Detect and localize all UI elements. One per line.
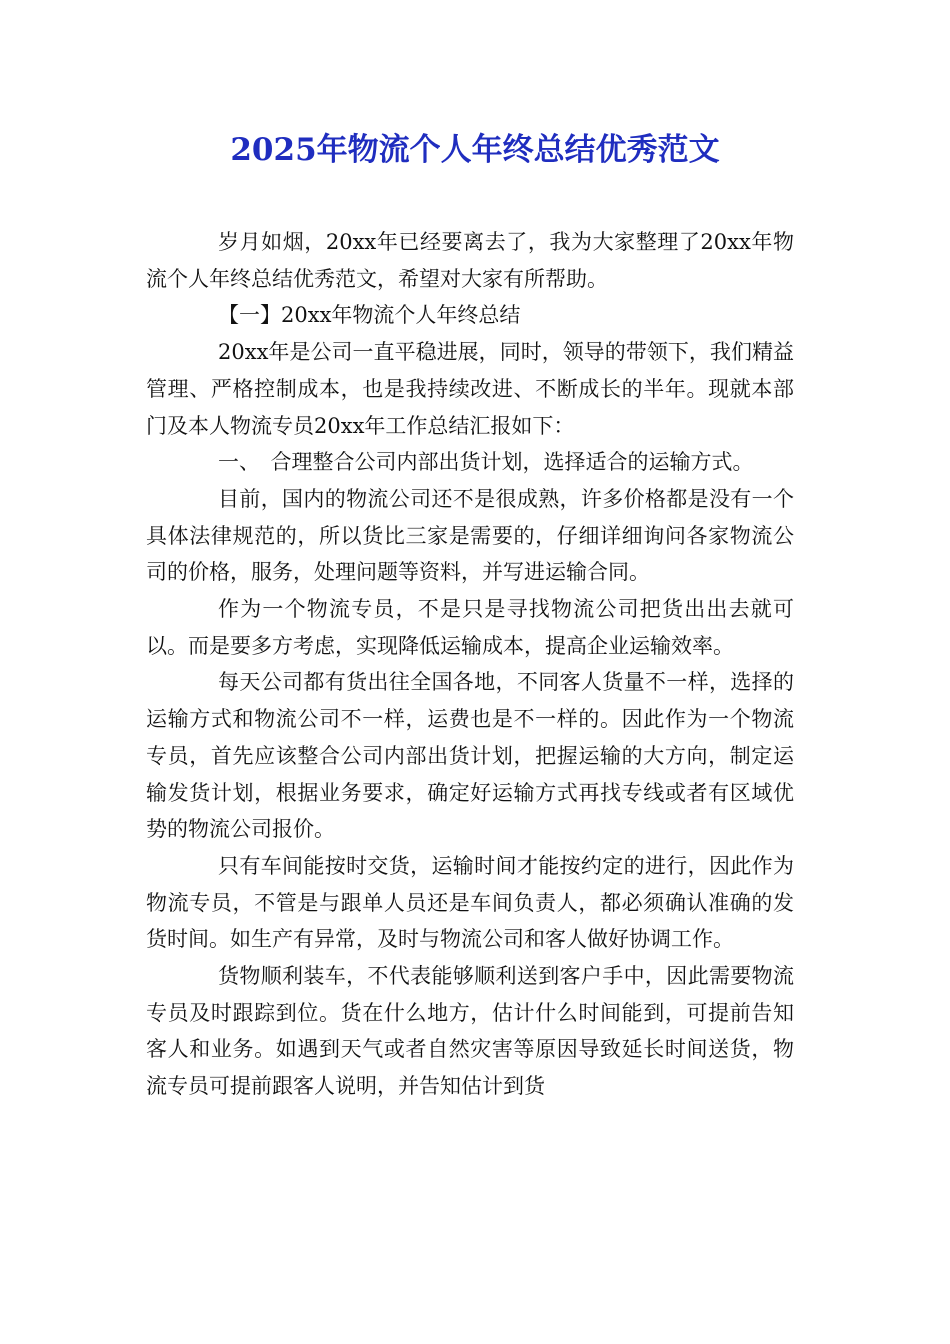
paragraph: 只有车间能按时交货，运输时间才能按约定的进行，因此作为物流专员，不管是与跟单人员还是车间负责人，都必须确认准确的发货时间。如生产有异常，及时与物流公司和客人做好协调工作。 [146,853,794,952]
paragraph-overview: 20xx年是公司一直平稳进展，同时，领导的带领下，我们精益管理、严格控制成本，也是我持续改进、不断成长的半年。现就本部门及本人物流专员20xx年工作总结汇报如下： [146,340,794,438]
paragraph: 每天公司都有货出往全国各地，不同客人货量不一样，选择的运输方式和物流公司不一样，运费也是不一样的。因此作为一个物流专员，首先应该整合公司内部出货计划，把握运输的大方向，制定运输发货计划，根据业务要求，确定好运输方式再找专线或者有区域优势的物流公司报价。 [146,670,794,842]
document-body [146,224,794,1105]
paragraph: 货物顺利装车，不代表能够顺利送到客户手中，因此需要物流专员及时跟踪到位。货在什么地方，估计什么时间能到，可提前告知客人和业务。如遇到天气或者自然灾害等原因导致延长时间送货，物流专员可提前跟客人说明，并告知估计到货 [146,964,794,1099]
subheading-1: 一、 合理整合公司内部出货计划，选择适合的运输方式。 [218,450,754,475]
paragraph: 作为一个物流专员，不是只是寻找物流公司把货出出去就可以。而是要多方考虑，实现降低运输成本，提高企业运输效率。 [146,597,794,658]
section-heading-1: 【一】20xx年物流个人年终总结 [218,303,521,328]
document-title: 2025年物流个人年终总结优秀范文 [230,132,720,168]
paragraph: 目前，国内的物流公司还不是很成熟，许多价格都是没有一个具体法律规范的，所以货比三家是需要的，仔细详细询问各家物流公司的价格，服务，处理问题等资料，并写进运输合同。 [146,486,794,585]
paragraph-intro: 岁月如烟，20xx年已经要离去了，我为大家整理了20xx年物流个人年终总结优秀范文，希望对大家有所帮助。 [146,230,794,291]
